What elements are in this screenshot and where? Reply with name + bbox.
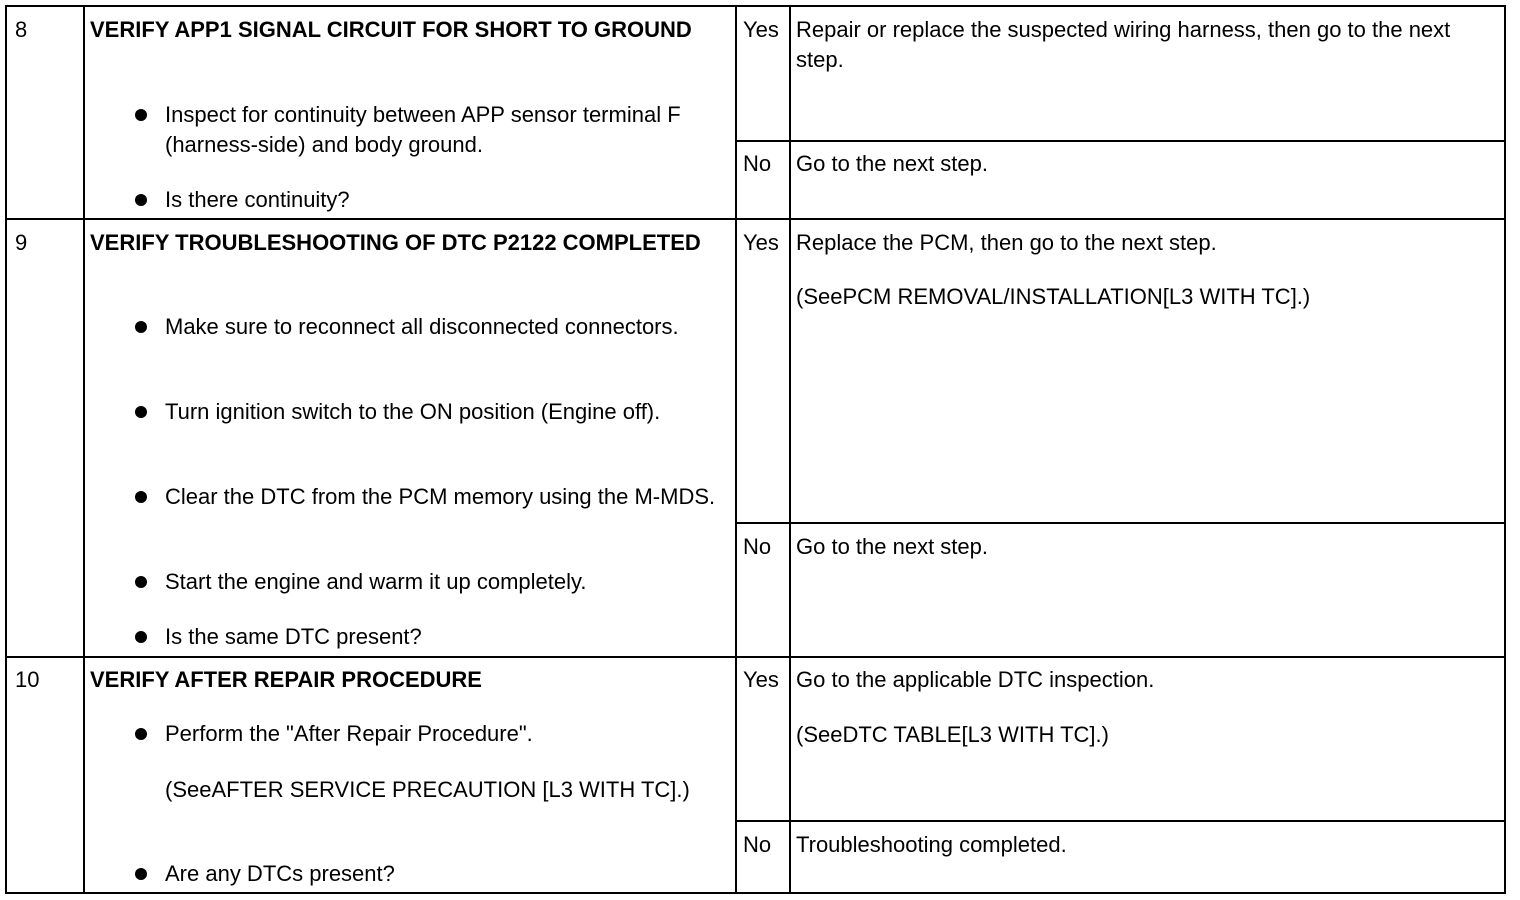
no-label: No xyxy=(743,534,772,559)
troubleshooting-table xyxy=(5,5,1506,894)
step-item: Are any DTCs present? xyxy=(165,861,395,886)
step-number: 10 xyxy=(15,667,40,692)
bullet-icon xyxy=(135,194,147,206)
bullet-icon xyxy=(135,728,147,740)
bullet-icon xyxy=(135,631,147,643)
bullet-icon xyxy=(135,406,147,418)
yes-reference-link[interactable]: (SeeDTC TABLE[L3 WITH TC].) xyxy=(796,722,1109,747)
no-label: No xyxy=(743,832,772,857)
step-item: Is the same DTC present? xyxy=(165,624,422,649)
answer-divider xyxy=(735,140,1504,142)
no-result: Go to the next step. xyxy=(796,534,989,559)
no-label: No xyxy=(743,151,772,176)
answer-divider xyxy=(735,820,1504,822)
step-title: VERIFY AFTER REPAIR PROCEDURE xyxy=(90,667,482,692)
no-result: Troubleshooting completed. xyxy=(796,832,1067,857)
yes-label: Yes xyxy=(743,17,779,42)
yes-result: Go to the applicable DTC inspection. xyxy=(796,667,1155,692)
yes-label: Yes xyxy=(743,230,779,255)
item-reference-link[interactable]: (SeeAFTER SERVICE PRECAUTION [L3 WITH TC].) xyxy=(165,777,690,802)
bullet-icon xyxy=(135,576,147,588)
bullet-icon xyxy=(135,109,147,121)
step-title: VERIFY APP1 SIGNAL CIRCUIT FOR SHORT TO GROUND xyxy=(90,17,692,42)
bullet-icon xyxy=(135,491,147,503)
bullet-icon xyxy=(135,321,147,333)
step-title: VERIFY TROUBLESHOOTING OF DTC P2122 COMPLETED xyxy=(90,230,701,255)
yes-label: Yes xyxy=(743,667,779,692)
step-item: Turn ignition switch to the ON position (Engine off). xyxy=(165,399,661,424)
step-item: Inspect for continuity between APP sensor terminal F (harness-side) and body ground. xyxy=(165,102,681,157)
step-item: Clear the DTC from the PCM memory using the M-MDS. xyxy=(165,484,716,509)
step-item: Is there continuity? xyxy=(165,187,350,212)
yes-result: Repair or replace the suspected wiring harness, then go to the next step. xyxy=(796,17,1451,72)
step-number: 9 xyxy=(15,230,28,255)
step-item: Start the engine and warm it up completely. xyxy=(165,569,587,594)
step-number: 8 xyxy=(15,17,28,42)
answer-divider xyxy=(735,522,1504,524)
no-result: Go to the next step. xyxy=(796,151,989,176)
step-item: Perform the "After Repair Procedure". xyxy=(165,721,533,746)
bullet-icon xyxy=(135,868,147,880)
row-divider xyxy=(7,218,1504,220)
step-item: Make sure to reconnect all disconnected connectors. xyxy=(165,314,679,339)
yes-reference-link[interactable]: (SeePCM REMOVAL/INSTALLATION[L3 WITH TC].) xyxy=(796,284,1311,309)
row-divider xyxy=(7,656,1504,658)
yes-result: Replace the PCM, then go to the next step. xyxy=(796,230,1217,255)
column-divider xyxy=(83,7,85,892)
